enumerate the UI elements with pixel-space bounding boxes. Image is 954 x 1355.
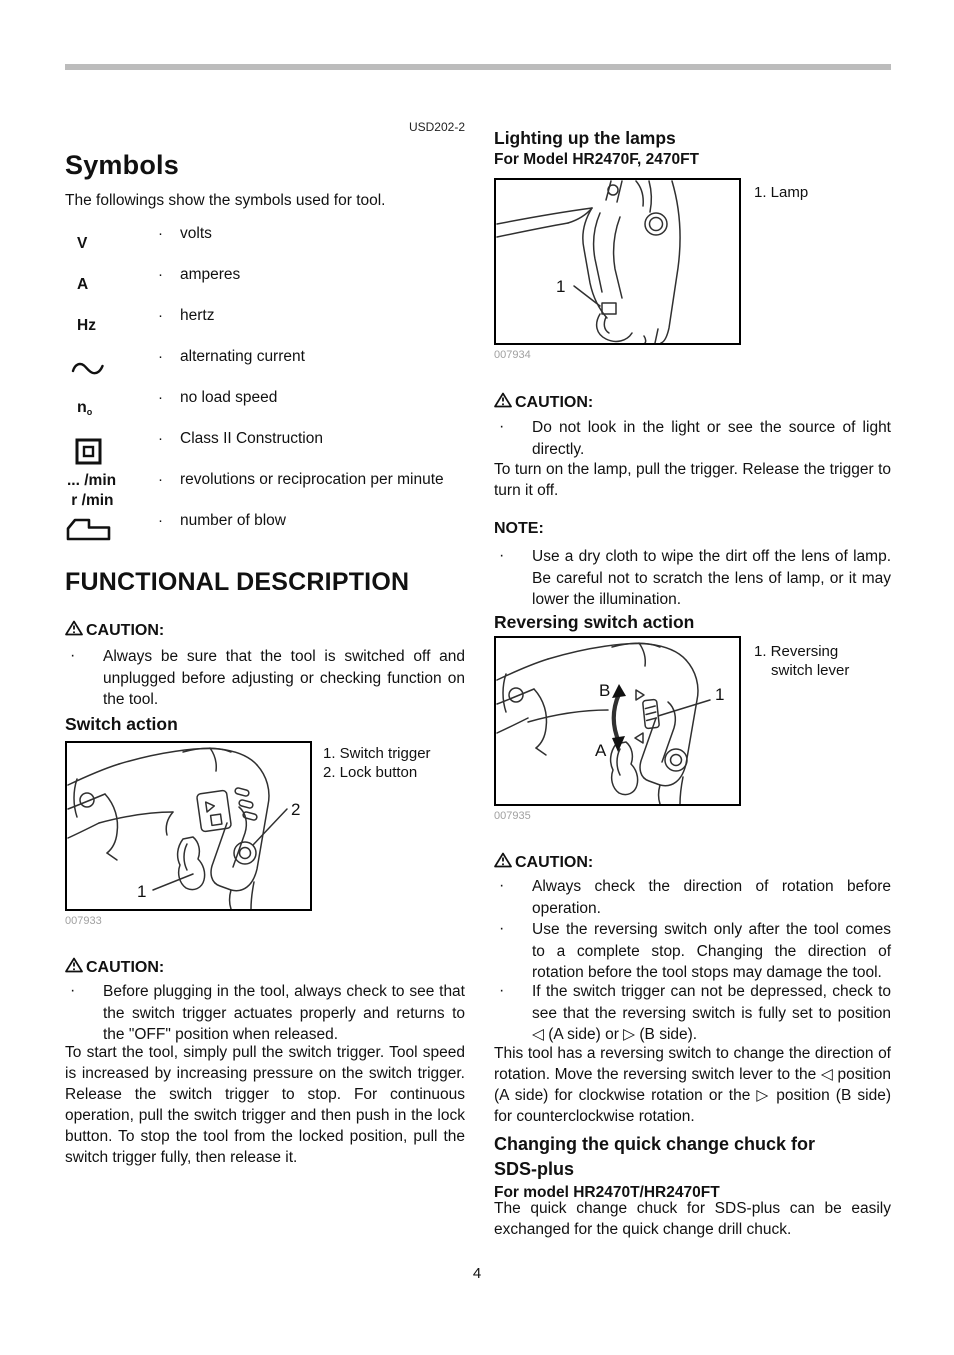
bullet: ·: [158, 471, 163, 488]
symbol-label: hertz: [180, 307, 215, 324]
functional-description-title: FUNCTIONAL DESCRIPTION: [65, 568, 410, 596]
reversing-illustration: [494, 636, 741, 806]
callout-a: A: [595, 741, 607, 760]
caution-heading: [65, 620, 164, 641]
symbol-row-ac: [65, 348, 465, 389]
symbol-row-no-load-speed: [65, 389, 465, 430]
figure-reversing: [494, 636, 891, 836]
bullet: ·: [158, 512, 163, 529]
caution-item: · Always check the direction of rotation before operation.: [499, 877, 891, 917]
class-ii-icon: [75, 438, 102, 470]
caution-label: CAUTION:: [515, 393, 594, 411]
caution-item: · Always be sure that the tool is switched off and unplugged before adjusting or checking function on the tool.: [70, 647, 465, 708]
caution-label: CAUTION:: [515, 853, 594, 871]
no-load-speed-symbol: $n_o$: [77, 399, 93, 417]
symbol-row-blow: [65, 512, 465, 553]
warning-icon: [494, 392, 512, 413]
bullet: ·: [158, 389, 163, 406]
callout-2: 2: [291, 800, 301, 819]
symbol-row-rpm: [65, 471, 465, 512]
figure-lamp: [494, 178, 891, 378]
figure-code: 007935: [494, 810, 531, 822]
symbol-label: volts: [180, 225, 212, 242]
caution-item: · Use the reversing switch only after the tool comes to a complete stop. Changing the direction of rotation before the tool stops may damage the tool.: [499, 920, 891, 981]
symbol-row-class-ii: [65, 430, 465, 471]
note-label: NOTE:: [494, 520, 544, 537]
chuck-subtitle: For model HR2470T/HR2470FT: [494, 1184, 720, 1201]
figure-switch-action: [65, 741, 465, 941]
doc-code: USD202-2: [408, 120, 465, 134]
symbol-label: number of blow: [180, 512, 286, 529]
symbols-intro: The followings show the symbols used for tool.: [65, 192, 386, 209]
figure-legend: 1. Switch trigger 2. Lock button: [323, 745, 431, 781]
symbols-list: [65, 225, 465, 555]
warning-icon: [65, 957, 83, 978]
symbol-row-volts: [65, 225, 465, 266]
caution-item: · If the switch trigger can not be depressed, check to see that the reversing switch is fully set to position ◁ (A side) or ▷ (B side).: [499, 982, 891, 1043]
warning-icon: [494, 852, 512, 873]
note-heading: [494, 520, 544, 538]
lamps-subtitle: For Model HR2470F, 2470FT: [494, 151, 700, 168]
caution-label: CAUTION:: [86, 621, 165, 639]
header-divider: [65, 64, 891, 70]
chuck-body: The quick change chuck for SDS-plus can be easily exchanged for the quick change drill chuck.: [494, 1200, 891, 1238]
switch-action-illustration: [65, 741, 312, 911]
caution-heading: [494, 392, 593, 413]
lamps-body: To turn on the lamp, pull the trigger. Release the trigger to turn it off.: [494, 461, 891, 499]
hertz-symbol: Hz: [77, 317, 96, 334]
reversing-body: This tool has a reversing switch to change the direction of rotation. Move the reversing switch lever to the ◁ position (A side) for clockwise rotation or the ▷ position (B side) for counterclockwise rotation.: [494, 1045, 891, 1125]
figure-code: 007934: [494, 349, 531, 361]
lamps-title: Lighting up the lamps: [494, 128, 676, 148]
bullet: ·: [158, 225, 163, 242]
switch-action-title: Switch action: [65, 714, 178, 734]
reversing-title: Reversing switch action: [494, 612, 695, 632]
note-item: · Use a dry cloth to wipe the dirt off the lens of lamp. Be careful not to scratch the lens of lamp, or it may lower the illumination.: [499, 547, 891, 608]
bullet: ·: [158, 348, 163, 365]
caution-heading: [494, 852, 593, 873]
symbol-label: Class II Construction: [180, 430, 323, 447]
volts-symbol: V: [77, 235, 88, 252]
switch-action-body: To start the tool, simply pull the switch trigger. Tool speed is increased by increasing pressure on the switch trigger. Release the switch trigger to stop. For continuous operation, pull the switch trigger and then push in the lock button. To stop the tool from the locked position, pull the switch trigger fully, then release it.: [65, 1044, 465, 1166]
figure-legend: 1. Lamp: [754, 184, 809, 201]
amperes-symbol: A: [77, 276, 89, 293]
callout-1: 1: [137, 882, 147, 901]
symbol-row-amperes: [65, 266, 465, 307]
symbol-label: no load speed: [180, 389, 278, 406]
bullet: ·: [158, 266, 163, 283]
callout-1: 1: [556, 277, 566, 296]
caution-label: CAUTION:: [86, 958, 165, 976]
symbol-label: alternating current: [180, 348, 305, 365]
symbol-label: amperes: [180, 266, 241, 283]
symbol-label: revolutions or reciprocation per minute: [180, 471, 444, 488]
caution-item: · Do not look in the light or see the source of light directly.: [499, 418, 891, 458]
page-number: 4: [472, 1265, 482, 1282]
figure-code: 007933: [65, 915, 102, 927]
hammer-icon: [65, 518, 112, 548]
rpm-symbol: ... /min r /min: [67, 472, 117, 509]
caution-item: · Before plugging in the tool, always check to see that the switch trigger actuates properly and returns to the "OFF" position when released.: [70, 982, 465, 1043]
ac-wave-icon: [71, 360, 105, 383]
figure-legend: 1. Reversing switch lever: [754, 643, 850, 679]
lamp-illustration: [494, 178, 741, 345]
warning-icon: [65, 620, 83, 641]
symbols-title: Symbols: [65, 150, 179, 180]
chuck-title: Changing the quick change chuck for SDS-plus: [494, 1134, 816, 1179]
symbol-row-hertz: [65, 307, 465, 348]
callout-b: B: [599, 681, 611, 700]
callout-1: 1: [715, 685, 725, 704]
bullet: ·: [158, 307, 163, 324]
caution-heading: [65, 957, 164, 978]
bullet: ·: [158, 430, 163, 447]
